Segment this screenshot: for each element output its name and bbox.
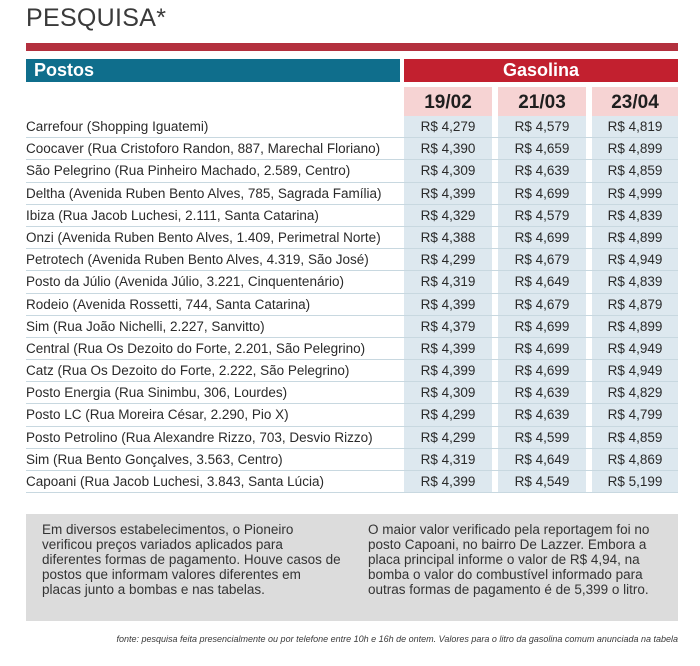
price-cell-3: R$ 4,899 <box>592 316 678 337</box>
date-header-2: 21/03 <box>498 87 586 117</box>
station-name: Coocaver (Rua Cristoforo Randon, 887, Marechal Floriano) <box>26 141 381 157</box>
price-cell-1: R$ 4,319 <box>404 449 492 470</box>
price-cell-1: R$ 4,329 <box>404 205 492 226</box>
station-name: Posto da Júlio (Avenida Júlio, 3.221, Cinquentenário) <box>26 274 344 290</box>
price-cell-2: R$ 4,649 <box>498 271 586 292</box>
note-left: Em diversos estabelecimentos, o Pioneiro verificou preços variados aplicados para diferentes formas de pagamento. Houve casos de postos que informam valores diferentes em placas junto a bombas e nas tabelas. <box>42 522 341 597</box>
station-name: Petrotech (Avenida Ruben Bento Alves, 4.319, São José) <box>26 252 369 268</box>
price-cell-3: R$ 4,819 <box>592 116 678 137</box>
table-row <box>26 116 678 138</box>
price-table <box>26 116 678 493</box>
price-cell-3: R$ 4,949 <box>592 338 678 359</box>
price-cell-2: R$ 4,639 <box>498 382 586 403</box>
price-cell-3: R$ 4,949 <box>592 360 678 381</box>
station-name: Posto LC (Rua Moreira César, 2.290, Pio X) <box>26 407 289 423</box>
table-row <box>26 271 678 293</box>
table-row <box>26 294 678 316</box>
station-name: Posto Petrolino (Rua Alexandre Rizzo, 703, Desvio Rizzo) <box>26 429 373 445</box>
price-cell-1: R$ 4,399 <box>404 471 492 492</box>
table-row <box>26 183 678 205</box>
price-cell-3: R$ 5,199 <box>592 471 678 492</box>
table-row <box>26 360 678 382</box>
station-name: Onzi (Avenida Ruben Bento Alves, 1.409, Perimetral Norte) <box>26 229 381 245</box>
price-cell-2: R$ 4,699 <box>498 316 586 337</box>
price-cell-2: R$ 4,679 <box>498 249 586 270</box>
station-name: Rodeio (Avenida Rossetti, 744, Santa Catarina) <box>26 296 311 312</box>
station-name: Deltha (Avenida Ruben Bento Alves, 785, Sagrada Família) <box>26 185 382 201</box>
gasolina-column-header: Gasolina <box>404 59 678 82</box>
price-cell-3: R$ 4,999 <box>592 183 678 204</box>
price-cell-2: R$ 4,639 <box>498 160 586 181</box>
price-cell-3: R$ 4,899 <box>592 138 678 159</box>
price-cell-1: R$ 4,399 <box>404 183 492 204</box>
price-cell-1: R$ 4,309 <box>404 160 492 181</box>
table-row <box>26 205 678 227</box>
price-cell-3: R$ 4,839 <box>592 271 678 292</box>
price-cell-3: R$ 4,839 <box>592 205 678 226</box>
table-row <box>26 404 678 426</box>
price-cell-1: R$ 4,299 <box>404 404 492 425</box>
station-name: Catz (Rua Os Dezoito do Forte, 2.222, São Pelegrino) <box>26 363 350 379</box>
station-name: Ibiza (Rua Jacob Luchesi, 2.111, Santa Catarina) <box>26 207 319 223</box>
table-row <box>26 249 678 271</box>
table-row <box>26 316 678 338</box>
price-cell-1: R$ 4,299 <box>404 427 492 448</box>
price-cell-2: R$ 4,649 <box>498 449 586 470</box>
price-cell-2: R$ 4,699 <box>498 183 586 204</box>
station-name: Central (Rua Os Dezoito do Forte, 2.201, São Pelegrino) <box>26 340 366 356</box>
price-cell-1: R$ 4,279 <box>404 116 492 137</box>
price-cell-1: R$ 4,379 <box>404 316 492 337</box>
price-cell-2: R$ 4,599 <box>498 427 586 448</box>
price-cell-2: R$ 4,679 <box>498 294 586 315</box>
price-cell-1: R$ 4,399 <box>404 338 492 359</box>
table-row <box>26 449 678 471</box>
page-title: PESQUISA* <box>26 4 167 32</box>
table-row <box>26 338 678 360</box>
notes-box <box>26 514 678 621</box>
price-cell-2: R$ 4,699 <box>498 338 586 359</box>
price-cell-3: R$ 4,859 <box>592 427 678 448</box>
price-cell-2: R$ 4,639 <box>498 404 586 425</box>
table-row <box>26 160 678 182</box>
station-name: São Pelegrino (Rua Pinheiro Machado, 2.589, Centro) <box>26 163 351 179</box>
price-cell-2: R$ 4,659 <box>498 138 586 159</box>
station-name: Posto Energia (Rua Sinimbu, 306, Lourdes) <box>26 385 288 401</box>
price-cell-1: R$ 4,399 <box>404 360 492 381</box>
station-name: Sim (Rua João Nichelli, 2.227, Sanvitto) <box>26 318 265 334</box>
price-cell-2: R$ 4,579 <box>498 116 586 137</box>
price-cell-1: R$ 4,309 <box>404 382 492 403</box>
table-row <box>26 471 678 493</box>
station-name: Sim (Rua Bento Gonçalves, 3.563, Centro) <box>26 451 283 467</box>
price-cell-2: R$ 4,699 <box>498 227 586 248</box>
table-row <box>26 427 678 449</box>
note-right: O maior valor verificado pela reportagem foi no posto Capoani, no bairro De Lazzer. Embora a placa principal informe o valor de R$ 4,94, na bomba o valor do combustível informado para outras formas de pagamento é de 5,399 o litro. <box>368 522 650 597</box>
table-row <box>26 382 678 404</box>
source-footnote: fonte: pesquisa feita presencialmente ou por telefone entre 10h e 16h de ontem. Valores para o litro da gasolina comum anunciada na tabela <box>116 634 678 644</box>
price-cell-3: R$ 4,799 <box>592 404 678 425</box>
postos-column-header: Postos <box>26 59 400 82</box>
price-cell-3: R$ 4,869 <box>592 449 678 470</box>
price-cell-1: R$ 4,399 <box>404 294 492 315</box>
price-cell-1: R$ 4,390 <box>404 138 492 159</box>
price-cell-2: R$ 4,699 <box>498 360 586 381</box>
price-cell-3: R$ 4,859 <box>592 160 678 181</box>
price-cell-3: R$ 4,879 <box>592 294 678 315</box>
station-name: Capoani (Rua Jacob Luchesi, 3.843, Santa Lúcia) <box>26 474 324 489</box>
price-cell-3: R$ 4,949 <box>592 249 678 270</box>
price-cell-3: R$ 4,899 <box>592 227 678 248</box>
price-cell-3: R$ 4,829 <box>592 382 678 403</box>
price-cell-1: R$ 4,299 <box>404 249 492 270</box>
price-cell-1: R$ 4,319 <box>404 271 492 292</box>
station-name: Carrefour (Shopping Iguatemi) <box>26 119 209 134</box>
price-cell-2: R$ 4,579 <box>498 205 586 226</box>
title-divider <box>26 43 678 51</box>
date-header-3: 23/04 <box>592 87 678 117</box>
table-row <box>26 138 678 160</box>
date-header-1: 19/02 <box>404 87 492 117</box>
table-row <box>26 227 678 249</box>
price-cell-1: R$ 4,388 <box>404 227 492 248</box>
price-cell-2: R$ 4,549 <box>498 471 586 492</box>
